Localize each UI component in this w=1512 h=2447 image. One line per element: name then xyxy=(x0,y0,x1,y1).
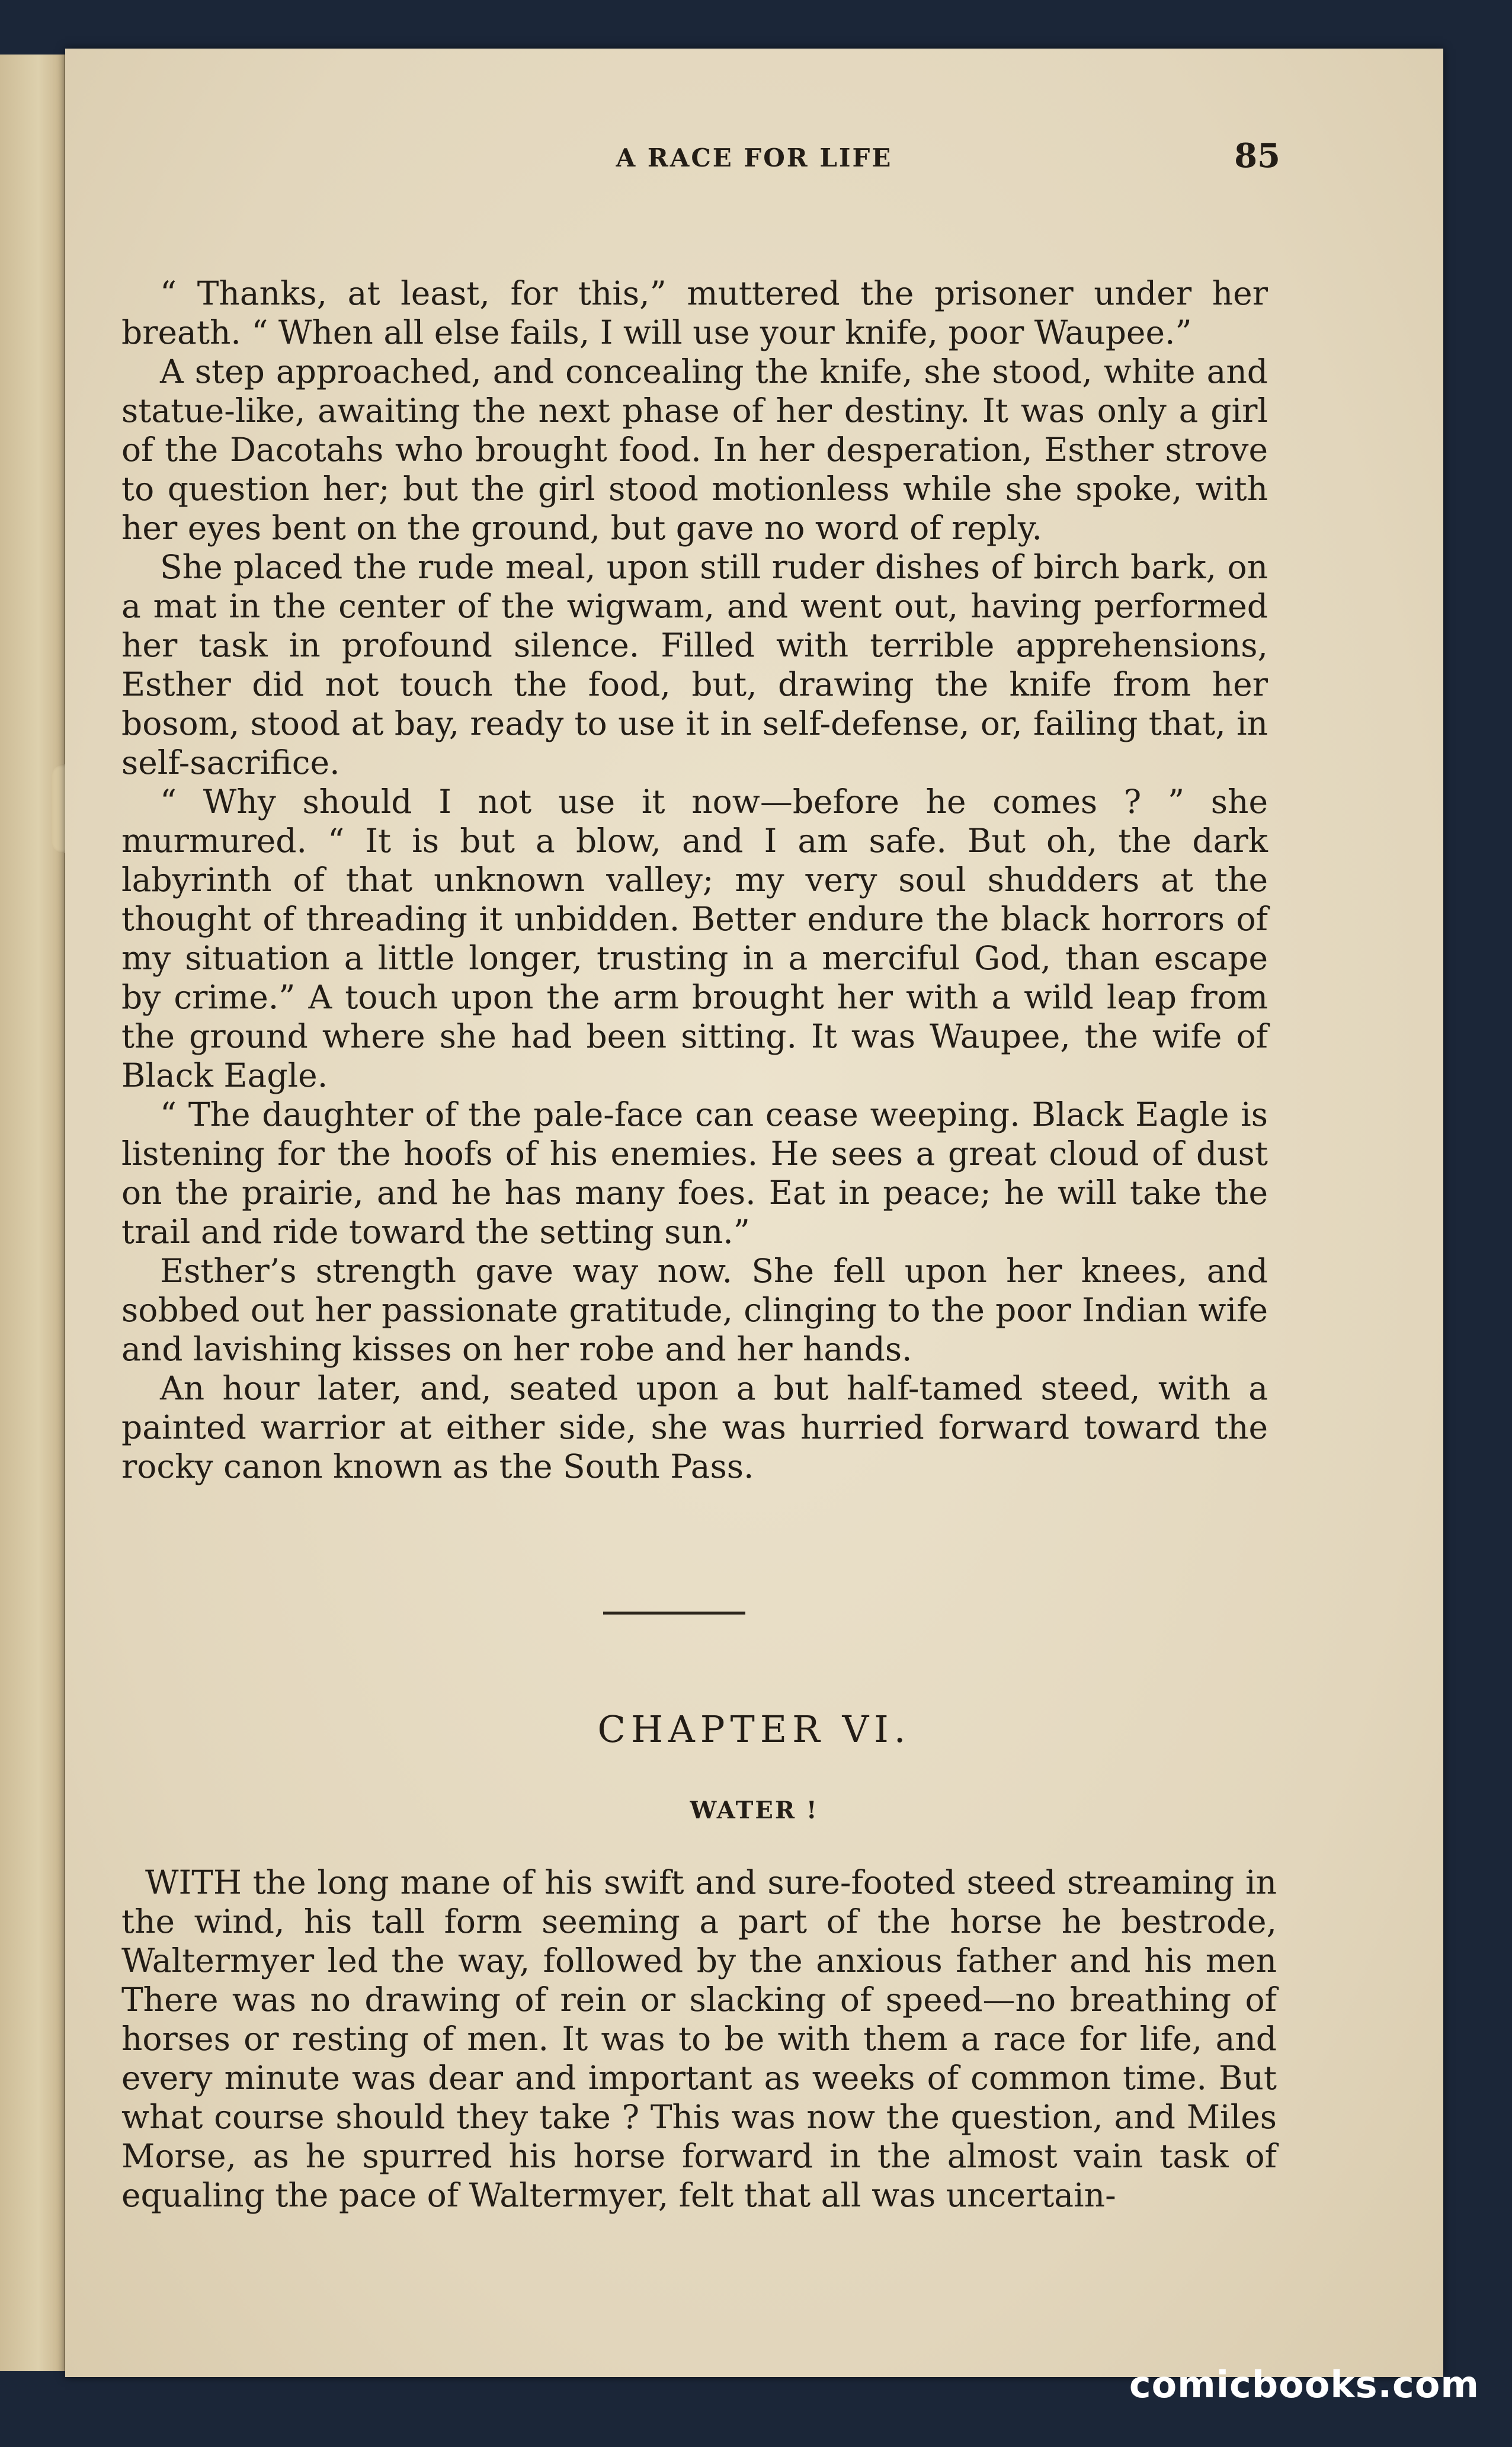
page-number: 85 xyxy=(1234,136,1280,175)
paragraph: She placed the rude meal, upon still ruder dishes of birch bark, on a mat in the center of the wigwam, and went out, having performed her task in profound silence. Filled with terrible apprehensions, Esther did not touch the food, but, drawing the knife from her bosom, stood at bay, ready to use it in self-defense, or, failing that, in self-sacrifice. xyxy=(121,548,1268,781)
chapter-title: CHAPTER VI. xyxy=(597,1708,911,1751)
section-divider xyxy=(603,1612,745,1615)
book-page xyxy=(65,49,1443,2377)
paragraph: A step approached, and concealing the knife, she stood, white and statue-like, awaiting the next phase of her destiny. It was only a girl of the Dacotahs who brought food. In her desperation, Esther strove to question her; but the girl stood motionless while she spoke, with her eyes bent on the ground, but gave no word of reply. xyxy=(121,353,1268,547)
body-text xyxy=(121,274,1268,1486)
paragraph: “ The daughter of the pale-face can cease weeping. Black Eagle is listening for the hoofs of his enemies. He sees a great cloud of dust on the prairie, and he has many foes. Eat in peace; he will take the trail and ride toward the setting sun.” xyxy=(121,1096,1268,1251)
left-page-edge xyxy=(0,55,66,2371)
paragraph: “ Thanks, at least, for this,” muttered the prisoner under her breath. “ When all else fails, I will use your knife, poor Waupee.” xyxy=(121,274,1268,351)
chapter-body xyxy=(121,1863,1277,2215)
running-head: A RACE FOR LIFE xyxy=(616,143,893,172)
site-watermark: comicbooks.com xyxy=(1129,2363,1479,2406)
paragraph: “ Why should I not use it now—before he comes ? ” she murmured. “ It is but a blow, and I am safe. But oh, the dark labyrinth of that unknown valley; my very soul shudders at the thought of threading it unbidden. Better endure the black horrors of my situation a little longer, trusting in a merciful God, than escape by crime.” A touch upon the arm brought her with a wild leap from the ground where she had been sitting. It was Waupee, the wife of Black Eagle. xyxy=(121,783,1268,1094)
chapter-subtitle: WATER ! xyxy=(690,1796,819,1824)
paragraph: Esther’s strength gave way now. She fell upon her knees, and sobbed out her passionate gratitude, clinging to the poor Indian wife and lavishing kisses on her robe and her hands. xyxy=(121,1252,1268,1368)
chapter-paragraph: WITH the long mane of his swift and sure-footed steed streaming in the wind, his tall form seeming a part of the horse he bestrode, Waltermyer led the way, followed by the anxious father and his men There was no drawing of rein or slacking of speed—no breathing of horses or resting of men. It was to be with them a race for life, and every minute was dear and important as weeks of common time. But what course should they take ? This was now the question, and Miles Morse, as he spurred his horse forward in the almost vain task of equaling the pace of Waltermyer, felt that all was uncertain- xyxy=(121,1863,1277,2214)
paragraph: An hour later, and, seated upon a but half-tamed steed, with a painted warrior at either side, she was hurried forward toward the rocky canon known as the South Pass. xyxy=(121,1369,1268,1485)
